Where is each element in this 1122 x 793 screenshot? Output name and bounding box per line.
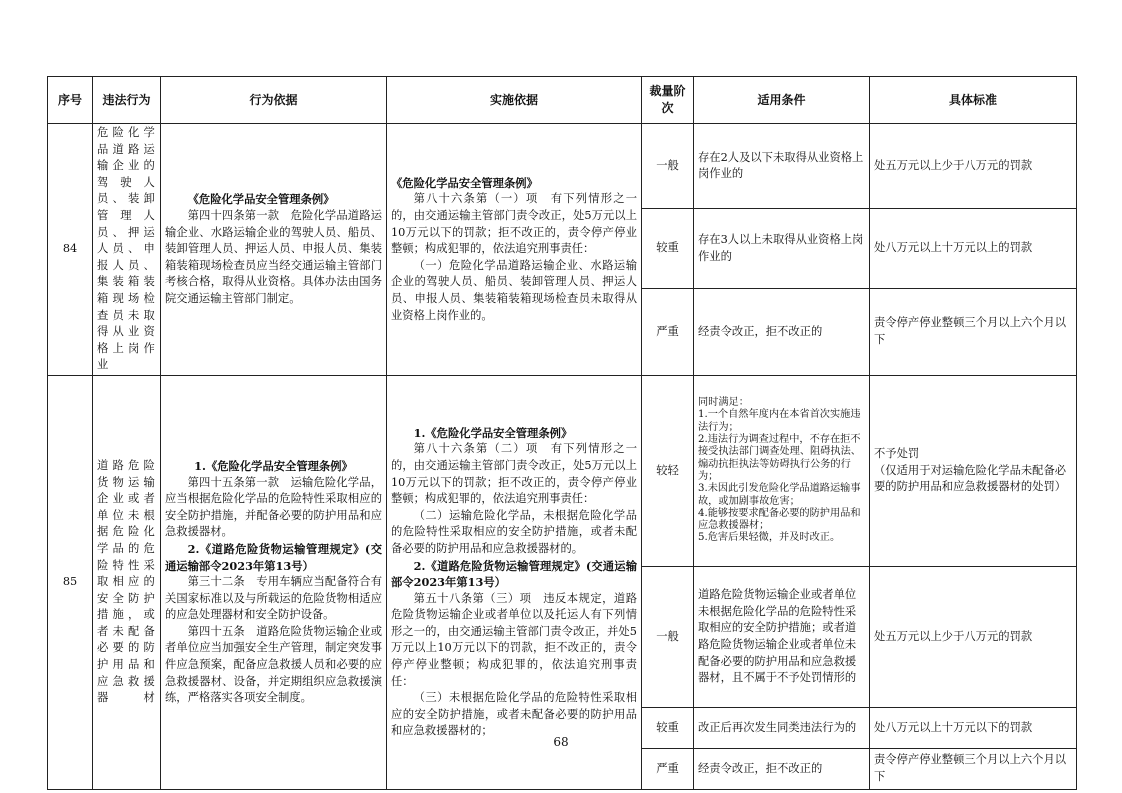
penalty-standards-table	[47, 76, 1077, 790]
header-standard: 具体标准	[870, 77, 1077, 124]
standard-cell: 处五万元以上少于八万元的罚款	[870, 566, 1077, 707]
violation-cell: 道路危险货物运输企业或者单位未根据危险化学品的危险特性采取相应的安全防护措施，或者未配备必要的防护用品和应急救援器材	[93, 375, 161, 789]
table-header-row	[48, 77, 1077, 124]
header-condition: 适用条件	[694, 77, 870, 124]
row-number: 84	[48, 124, 93, 376]
basis-cell	[161, 375, 387, 789]
condition-cell: 存在2人及以下未取得从业资格上岗作业的	[694, 124, 870, 209]
standard-note: （仅适用于对运输危险化学品未配备必要的防护用品和应急救援器材的处罚）	[874, 463, 1067, 494]
condition-line: 3.未因此引发危险化学品道路运输事故，或加剧事故危害；	[698, 483, 861, 507]
basis-title: 2.《道路危险货物运输管理规定》(交通运输部令2023年第13号）	[165, 541, 382, 573]
header-violation: 违法行为	[93, 77, 161, 124]
condition-cell: 存在3人以上未取得从业资格上岗作业的	[694, 209, 870, 289]
standard-cell: 责令停产停业整顿三个月以上六个月以下	[870, 289, 1077, 376]
implementation-text: （三）未根据危险化学品的危险特性采取相应的安全防护措施，或者未配备必要的防护用品和应急救援器材的；	[391, 691, 637, 738]
condition-line: 5.危害后果轻微，并及时改正。	[698, 532, 841, 544]
basis-cell	[161, 124, 387, 376]
table-row	[48, 124, 1077, 209]
level-cell: 较轻	[642, 375, 694, 566]
standard-cell: 处五万元以上少于八万元的罚款	[870, 124, 1077, 209]
basis-text: 第四十五条 道路危险货物运输企业或者单位应当加强安全生产管理，制定突发事件应急预案，配备应急救援人员和必要的应急救援器材、设备，并定期组织应急救援演练，严格落实各项安全制度。	[165, 624, 382, 705]
page-number: 68	[553, 735, 569, 749]
condition-cell: 道路危险货物运输企业或者单位未根据危险化学品的危险特性采取相应的安全防护措施；或者道路危险货物运输企业或者单位未配备必要的防护用品和应急救援器材，且不属于不予处罚情形的	[694, 566, 870, 707]
condition-line: 1.一个自然年度内在本省首次实施违法行为；	[698, 409, 861, 433]
standard-text: 不予处罚	[874, 447, 920, 461]
implementation-title: 2.《道路危险货物运输管理规定》(交通运输部令2023年第13号）	[391, 558, 637, 590]
condition-line: 4.能够按要求配备必要的防护用品和应急救援器材；	[698, 507, 861, 532]
condition-line: 同时满足：	[698, 397, 749, 409]
level-cell: 一般	[642, 566, 694, 707]
condition-cell: 改正后再次发生同类违法行为的	[694, 707, 870, 748]
table-row	[48, 375, 1077, 566]
condition-list-cell	[694, 375, 870, 566]
basis-title: 《危险化学品安全管理条例》	[187, 192, 335, 207]
header-implementation: 实施依据	[387, 77, 642, 124]
basis-text: 第三十二条 专用车辆应当配备符合有关国家标准以及与所载运的危险货物相适应的应急处理器材和安全防护设备。	[165, 575, 382, 622]
standard-cell: 处八万元以上十万元以上的罚款	[870, 209, 1077, 289]
level-cell: 严重	[642, 289, 694, 376]
standard-cell: 处八万元以上十万元以下的罚款	[870, 707, 1077, 748]
implementation-title: 1.《危险化学品安全管理条例》	[413, 425, 573, 440]
basis-text: 第四十五条第一款 运输危险化学品，应当根据危险化学品的危险特性采取相应的安全防护措施，并配备必要的防护用品和应急救援器材。	[165, 475, 382, 539]
header-basis: 行为依据	[161, 77, 387, 124]
header-level: 裁量阶次	[642, 77, 694, 124]
level-cell: 较重	[642, 707, 694, 748]
implementation-text: 第八十六条第（一）项 有下列情形之一的，由交通运输主管部门责令改正，处5万元以上10万元以下的罚款；拒不改正的，责令停产停业整顿；构成犯罪的，依法追究刑事责任：	[391, 192, 637, 256]
header-no: 序号	[48, 77, 93, 124]
basis-title: 1.《危险化学品安全管理条例》	[194, 458, 353, 473]
condition-cell: 经责令改正，拒不改正的	[694, 289, 870, 376]
implementation-text: 第八十六条第（二）项 有下列情形之一的，由交通运输主管部门责令改正，处5万元以上10万元以下的罚款；拒不改正的，责令停产停业整顿；构成犯罪的，依法追究刑事责任：	[391, 442, 637, 506]
implementation-text: 第五十八条第（三）项 违反本规定，道路危险货物运输企业或者单位以及托运人有下列情形之一的，由交通运输主管部门责令改正，并处5万元以上10万元以下的罚款，拒不改正的，责令停产停业整顿；构成犯罪的，依法追究刑事责任：	[391, 591, 637, 688]
implementation-text: （二）运输危险化学品，未根据危险化学品的危险特性采取相应的安全防护措施，或者未配备必要的防护用品和应急救援器材的。	[391, 508, 637, 555]
condition-cell: 经责令改正，拒不改正的	[694, 748, 870, 789]
condition-line: 2.违法行为调查过程中，不存在拒不接受执法部门调查处理、阻碍执法、煽动抗拒执法等妨碍执行公务的行为；	[698, 434, 861, 482]
implementation-cell	[387, 375, 642, 789]
level-cell: 一般	[642, 124, 694, 209]
level-cell: 较重	[642, 209, 694, 289]
violation-cell: 危险化学品道路运输企业的驾驶人员、装卸管理人员、押运人员、申报人员、集装箱装箱现场检查员未取得从业资格上岗作业	[93, 124, 161, 376]
implementation-cell	[387, 124, 642, 376]
basis-text: 第四十四条第一款 危险化学品道路运输企业、水路运输企业的驾驶人员、船员、装卸管理人员、押运人员、申报人员、集装箱装箱现场检查员应当经交通运输主管部门考核合格，取得从业资格。具体办法由国务院交通运输主管部门制定。	[165, 208, 382, 305]
level-cell: 严重	[642, 748, 694, 789]
standard-cell	[870, 375, 1077, 566]
standard-cell: 责令停产停业整顿三个月以上六个月以下	[870, 748, 1077, 789]
implementation-text: （一）危险化学品道路运输企业、水路运输企业的驾驶人员、船员、装卸管理人员、押运人员、申报人员、集装箱装箱现场检查员未取得从业资格上岗作业的。	[391, 258, 637, 322]
implementation-title: 《危险化学品安全管理条例》	[391, 175, 538, 190]
row-number: 85	[48, 375, 93, 789]
